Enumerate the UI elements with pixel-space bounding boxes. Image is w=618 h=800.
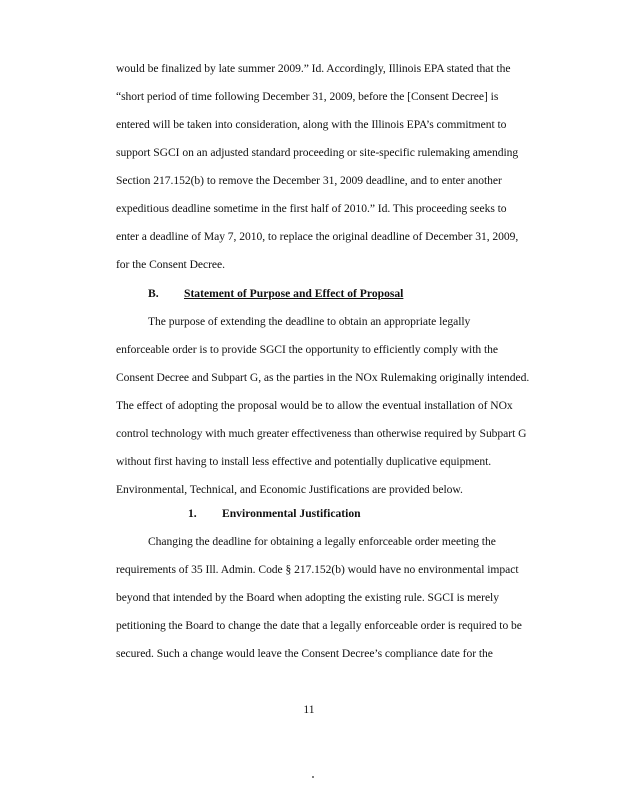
text-line: enforceable order is to provide SGCI the opportunity to efficiently comply with the bbox=[116, 343, 498, 356]
text-line: would be finalized by late summer 2009.” Id. Accordingly, Illinois EPA stated that the bbox=[116, 62, 511, 75]
text-line: expeditious deadline sometime in the first half of 2010.” Id. This proceeding seeks to bbox=[116, 202, 507, 215]
text-line: The effect of adopting the proposal would be to allow the eventual installation of NOx bbox=[116, 399, 513, 412]
text-line: entered will be taken into consideration, along with the Illinois EPA’s commitment to bbox=[116, 118, 507, 131]
text-line: support SGCI on an adjusted standard proceeding or site-specific rulemaking amending bbox=[116, 146, 519, 159]
text-line: The purpose of extending the deadline to obtain an appropriate legally bbox=[148, 315, 471, 328]
text-line: petitioning the Board to change the date that a legally enforceable order is required to be bbox=[116, 619, 522, 632]
text-line: requirements of 35 Ill. Admin. Code § 217.152(b) would have no environmental impact bbox=[116, 563, 519, 576]
section-letter: B. bbox=[148, 287, 159, 300]
text-line: beyond that intended by the Board when adopting the existing rule. SGCI is merely bbox=[116, 591, 499, 604]
text-line: enter a deadline of May 7, 2010, to replace the original deadline of December 31, 2009, bbox=[116, 230, 519, 243]
subsection-heading: Environmental Justification bbox=[222, 507, 361, 520]
text-line: Changing the deadline for obtaining a legally enforceable order meeting the bbox=[148, 535, 496, 548]
text-line: “short period of time following December 31, 2009, before the [Consent Decree] is bbox=[116, 90, 499, 103]
text-line: Consent Decree and Subpart G, as the parties in the NOx Rulemaking originally intended. bbox=[116, 371, 530, 384]
text-line: for the Consent Decree. bbox=[116, 258, 225, 271]
subsection-number: 1. bbox=[188, 507, 197, 520]
text-line: without first having to install less effective and potentially duplicative equipment. bbox=[116, 455, 492, 468]
text-line: control technology with much greater effectiveness than otherwise required by Subpart G bbox=[116, 427, 527, 440]
text-line: secured. Such a change would leave the Consent Decree’s compliance date for the bbox=[116, 647, 493, 660]
section-heading: Statement of Purpose and Effect of Proposal bbox=[184, 287, 404, 300]
scan-speck bbox=[312, 776, 314, 778]
text-line: Section 217.152(b) to remove the December 31, 2009 deadline, and to enter another bbox=[116, 174, 502, 187]
page-number: 11 bbox=[303, 703, 315, 716]
text-line: Environmental, Technical, and Economic Justifications are provided below. bbox=[116, 483, 463, 496]
